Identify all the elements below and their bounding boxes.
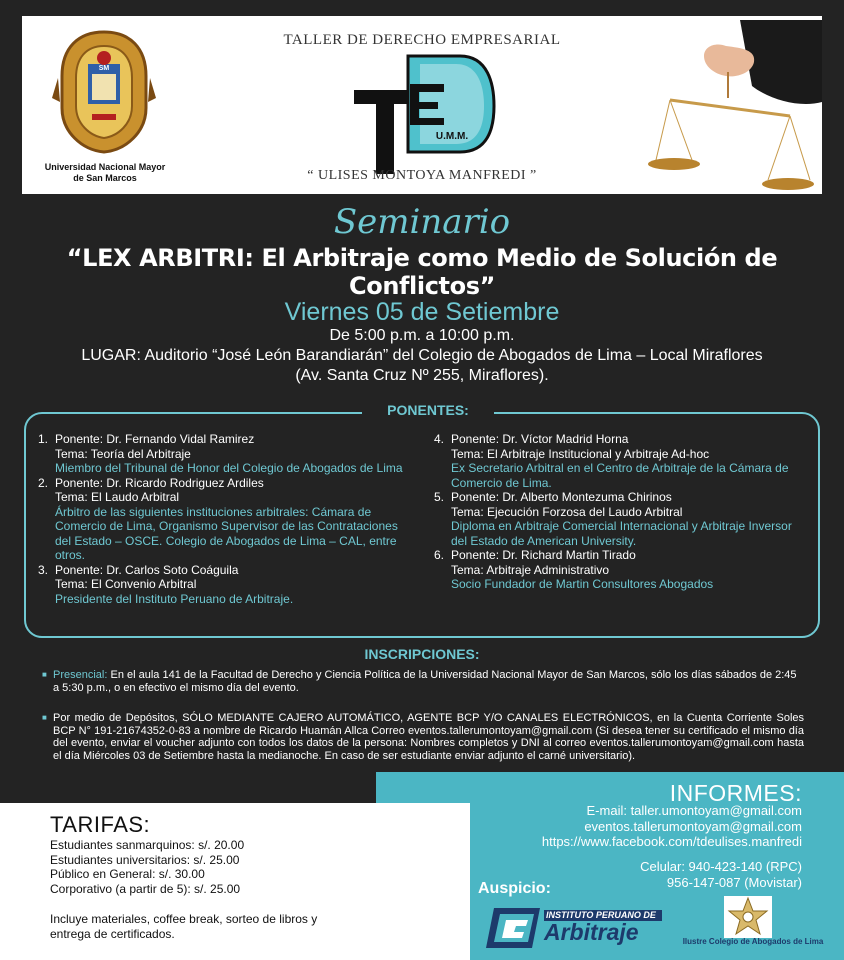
- event-date: Viernes 05 de Setiembre: [284, 298, 560, 326]
- presencial-text: En el aula 141 de la Facultad de Derecho y Ciencia Política de la Universidad Nacional Mayor de San Marcos, sólo los días sábados de 2:45 a 5:30 p.m., o en efectivo el mismo día del evento.: [53, 669, 797, 694]
- ponente-desc: Ex Secretario Arbitral en el Centro de Arbitraje de la Cámara de Comercio de Lima.: [451, 461, 789, 490]
- inscripcion-depositos: [42, 712, 804, 762]
- university-line-1: Universidad Nacional Mayor: [44, 162, 166, 172]
- ponente-tema: Tema: Arbitraje Administrativo: [451, 562, 610, 577]
- scales-of-justice-icon: [640, 16, 822, 194]
- event-address: (Av. Santa Cruz Nº 255, Miraflores).: [295, 367, 549, 384]
- ponente-item: [38, 476, 404, 563]
- header-banner: [22, 16, 822, 194]
- bullet-icon: ■: [42, 670, 47, 679]
- ponentes-right-column: [434, 432, 806, 592]
- ponente-desc: Presidente del Instituto Peruano de Arbitraje.: [55, 591, 294, 606]
- tarifa-item: Corporativo (a partir de 5): s/. 25.00: [50, 881, 241, 896]
- informes-contacts: [480, 803, 802, 850]
- ponente-number: 3.: [38, 562, 49, 577]
- ponente-number: 1.: [38, 432, 49, 446]
- ulises-montoya-manfredi: “ ULISES MONTOYA MANFREDI ”: [307, 168, 537, 183]
- ponente-desc: Árbitro de las siguientes instituciones arbitrales: Cámara de Comercio de Lima, Organismo Supervisor de las Contrataciones del Estado – OSCE. Colegio de Abogados de Lima – CAL, entre otros.: [55, 504, 398, 562]
- tarifas-list: [50, 838, 244, 896]
- tarifas-title: TARIFAS:: [50, 812, 151, 837]
- ponente-item: [38, 432, 404, 476]
- logo-subtitle: U.M.M.: [435, 131, 469, 142]
- depositos-text: Por medio de Depósitos, SÓLO MEDIANTE CAJERO AUTOMÁTICO, AGENTE BCP Y/O CANALES ELECTRÓNICOS, en la Cuenta Corriente Soles BCP N° 191-21674352-0-83 a nombre de Ricardo Huamán Allca Correo eventos.tallerumontoyam@gmail.com (Si desea tener su certificado el mismo día del evento, enviar el voucher adjunto con todos los datos de la persona: Nombres completos y DNI al correo eventos.tallerumontoyam@gmail.com hasta el día Miércoles 03 de Setiembre hasta la medianoche. En caso de ser estudiante enviar adjunto el carné universitario).: [53, 712, 804, 762]
- ponente-item: [434, 490, 806, 548]
- university-crest-icon: [48, 28, 160, 156]
- university-name: [30, 162, 180, 184]
- ponente-name: Ponente: Dr. Richard Martin Tirado: [451, 548, 636, 562]
- ponente-tema: Tema: El Convenio Arbitral: [55, 577, 197, 591]
- ponente-item: [434, 548, 806, 592]
- ponentes-title: PONENTES:: [362, 402, 494, 418]
- tarifa-item: Estudiantes universitarios: s/. 25.00: [50, 852, 240, 867]
- ponente-desc: Socio Fundador de Martin Consultores Abogados: [451, 577, 714, 591]
- ipa-line-1: INSTITUTO PERUANO DE: [546, 910, 656, 920]
- phone-numbers: [560, 859, 802, 890]
- ponente-tema: Tema: El Arbitraje Institucional y Arbitraje Ad-hoc: [451, 446, 710, 461]
- seminar-title: “LEX ARBITRI: El Arbitraje como Medio de Solución de Conflictos”: [66, 244, 778, 300]
- ponente-name: Ponente: Dr. Carlos Soto Coáguila: [55, 562, 239, 577]
- ponente-tema: Tema: Teoría del Arbitraje: [55, 446, 191, 461]
- presencial-label: Presencial:: [53, 669, 108, 681]
- facebook-link[interactable]: https://www.facebook.com/tdeulises.manfredi: [541, 834, 802, 849]
- inscripcion-presencial: [42, 669, 802, 694]
- university-line-2: de San Marcos: [73, 173, 137, 183]
- ponente-name: Ponente: Dr. Ricardo Rodriguez Ardiles: [55, 475, 264, 490]
- cal-name: Ilustre Colegio de Abogados de Lima: [682, 937, 824, 946]
- taller-title: TALLER DE DERECHO EMPRESARIAL: [283, 32, 561, 48]
- event-location: LUGAR: Auditorio “José León Barandiarán” del Colegio de Abogados de Lima – Local Miraflores: [81, 347, 763, 364]
- phone-rpc: Celular: 940-423-140 (RPC): [640, 859, 802, 874]
- tarifas-note: Incluye materiales, coffee break, sorteo de libros y entrega de certificados.: [50, 912, 318, 941]
- ponente-number: 4.: [434, 432, 445, 446]
- tarifa-item: Público en General: s/. 30.00: [50, 867, 205, 881]
- ponente-item: [434, 432, 806, 490]
- email-link-1[interactable]: E-mail: taller.umontoyam@gmail.com: [586, 803, 802, 818]
- ponente-number: 5.: [434, 490, 445, 504]
- ipa-line-2: Arbitraje: [544, 919, 639, 945]
- ponentes-left-column: [38, 432, 404, 606]
- ponente-tema: Tema: Ejecución Forzosa del Laudo Arbitral: [451, 504, 683, 519]
- phone-movistar: 956-147-087 (Movistar): [666, 874, 802, 890]
- tarifa-item: Estudiantes sanmarquinos: s/. 20.00: [50, 838, 245, 852]
- bullet-icon: ■: [42, 713, 47, 722]
- ponente-name: Ponente: Dr. Fernando Vidal Ramirez: [55, 432, 255, 446]
- ponente-number: 6.: [434, 548, 445, 562]
- event-time: De 5:00 p.m. a 10:00 p.m.: [329, 327, 515, 344]
- ponente-name: Ponente: Dr. Alberto Montezuma Chirinos: [451, 490, 672, 504]
- informes-title: INFORMES:: [669, 780, 802, 806]
- ponente-name: Ponente: Dr. Víctor Madrid Horna: [451, 432, 629, 446]
- auspicio-label: Auspicio:: [478, 880, 551, 897]
- email-link-2[interactable]: eventos.tallerumontoyam@gmail.com: [584, 818, 802, 834]
- colegio-abogados-lima-logo-icon: [724, 896, 772, 938]
- ponente-number: 2.: [38, 475, 49, 490]
- ponente-desc: Miembro del Tribunal de Honor del Colegio de Abogados de Lima: [55, 461, 403, 475]
- inscripciones-title: INSCRIPCIONES:: [364, 646, 480, 662]
- tde-logo-icon: [348, 54, 498, 176]
- crest-text: SM: [98, 65, 110, 72]
- ponente-item: [38, 563, 404, 607]
- seminario-label: Seminario: [333, 202, 511, 242]
- ponente-desc: Diploma en Arbitraje Comercial Internacional y Arbitraje Inversor del Estado de American University.: [451, 519, 792, 548]
- ponente-tema: Tema: El Laudo Arbitral: [55, 490, 180, 504]
